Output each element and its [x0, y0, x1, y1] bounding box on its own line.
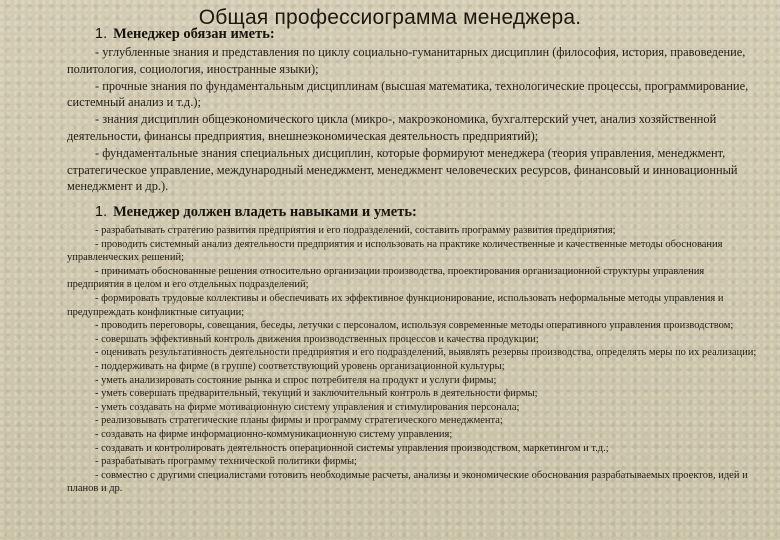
list-item: - проводить системный анализ деятельности предприятия и использовать на практике количественные и качественные методы обоснования управленческих решений; [67, 238, 723, 264]
list-item: - совершать эффективный контроль движения производственных процессов и качества продукции; [95, 333, 539, 345]
list-item: - фундаментальные знания специальных дисциплин, которые формируют менеджера (теория управления, менеджмент, стратегическое управление, международный менеджмент, менеджмент человеческих ресурсов, финансовый и инновационный менеджмент и др.). [67, 145, 738, 194]
list-item: - уметь создавать на фирме мотивационную систему управления и стимулирования персонала; [95, 401, 520, 413]
list-item: - уметь совершать предварительный, текущий и заключительный контроль в деятельности фирмы; [95, 388, 538, 400]
section2-list [67, 224, 757, 496]
list-item: - знания дисциплин общеэкономического цикла (микро-, макроэкономика, бухгалтерский учет, анализ хозяйственной деятельности, финансы предприятия, внешнеэкономическая деятельность предприятий); [67, 112, 717, 143]
list-item: - разрабатывать программу технической политики фирмы; [95, 456, 357, 468]
list-item: - разрабатывать стратегию развития предприятия и его подразделений, составить программу развития предприятия; [95, 225, 616, 236]
list-item: - уметь анализировать состояние рынка и спрос потребителя на продукт и услуги фирмы; [95, 374, 497, 386]
list-item: - принимать обоснованные решения относительно организации производства, проектирования организационной структуры управления предприятия в целом и его отдельных подразделений; [67, 265, 705, 291]
list-item: - углубленные знания и представления по циклу социально-гуманитарных дисциплин (философия, история, правоведение, политология, социология, иностранные языки); [67, 45, 746, 76]
section2-number: 1. [95, 204, 108, 220]
list-item: - реализовывать стратегические планы фирмы и программу стратегического менеджмента; [95, 415, 503, 427]
section1-number: 1. [95, 26, 108, 42]
section2-heading [95, 204, 417, 221]
list-item: - прочные знания по фундаментальным дисциплинам (высшая математика, технологические процессы, программирование, системный анализ и т.д.); [67, 78, 749, 110]
list-item: - создавать и контролировать деятельность операционной системы управления производством, маркетингом и т.д.; [95, 442, 609, 454]
section1-heading-text: Менеджер обязан иметь: [113, 26, 275, 42]
list-item: - совместно с другими специалистами готовить необходимые расчеты, анализы и экономические обоснования разрабатываемых проектов, идей и планов и др. [67, 469, 748, 495]
list-item: - оценивать результативность деятельности предприятия и его подразделений, выявлять резервы производства, определять меры по их реализации; [95, 347, 757, 359]
section1-list [67, 44, 757, 195]
section2-heading-text: Менеджер должен владеть навыками и уметь: [113, 204, 417, 220]
list-item: - поддерживать на фирме (в группе) соответствующий уровень организационной культуры; [95, 360, 505, 372]
page-title: Общая профессиограмма менеджера. [198, 6, 582, 29]
list-item: - проводить переговоры, совещания, беседы, летучки с персоналом, используя современные методы оперативного управления производством; [95, 320, 734, 332]
list-item: - формировать трудовые коллективы и обеспечивать их эффективное функционирование, использовать неформальные методы управления и предупреждать конфликтные ситуации; [67, 292, 724, 318]
section1-heading [95, 26, 275, 43]
list-item: - создавать на фирме информационно-коммуникационную систему управления; [95, 428, 453, 440]
